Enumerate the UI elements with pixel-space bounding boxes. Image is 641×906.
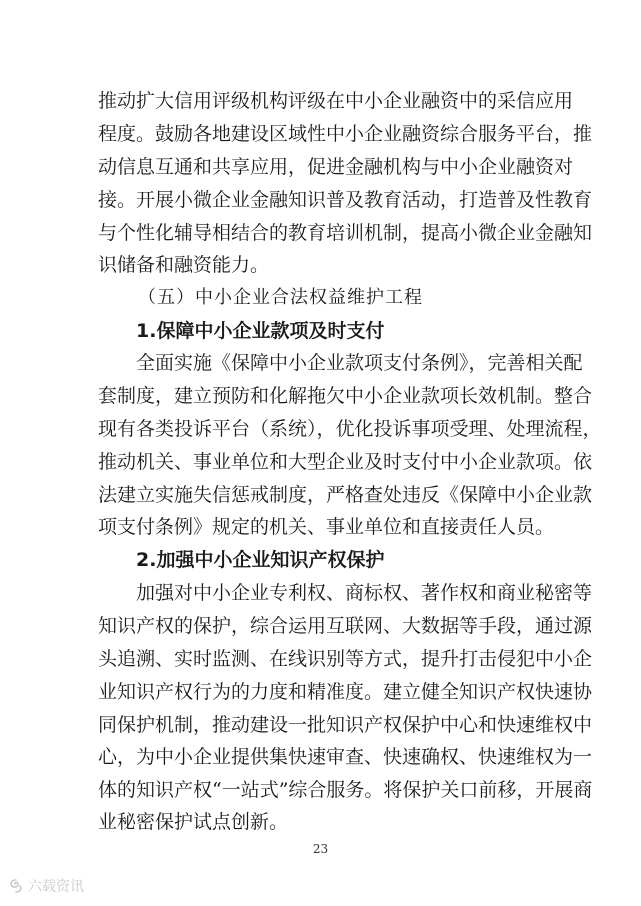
paragraph-line: 业秘密保护试点创新。 [98, 811, 289, 833]
paragraph-line: 动信息互通和共享应用，促进金融机构与中小企业融资对 [98, 156, 574, 178]
subsection-heading: 1.保障中小企业款项及时支付 [136, 320, 385, 342]
watermark-text: 六载资讯 [28, 879, 84, 895]
paragraph-line: 项支付条例》规定的机关、事业单位和直接责任人员。 [98, 516, 555, 538]
paragraph-line: 心，为中小企业提供集快速审查、快速确权、快速维权为一 [98, 746, 593, 768]
paragraph-line: 推动机关、事业单位和大型企业及时支付中小企业款项。依 [98, 451, 593, 473]
page-number: 23 [312, 842, 329, 856]
paragraph-line: 程度。鼓励各地建设区域性中小企业融资综合服务平台，推 [98, 123, 593, 145]
paragraph-line: 知识产权的保护，综合运用互联网、大数据等手段，通过源 [98, 615, 593, 637]
paragraph-line: 加强对中小企业专利权、商标权、著作权和商业秘密等 [136, 582, 593, 604]
paragraph-line: 现有各类投诉平台（系统），优化投诉事项受理、处理流程， [98, 418, 602, 440]
paragraph-line: 同保护机制，推动建设一批知识产权保护中心和快速维权中 [98, 714, 593, 736]
paragraph-line: 头追溯、实时监测、在线识别等方式，提升打击侵犯中小企 [98, 648, 593, 670]
paragraph-line: 接。开展小微企业金融知识普及教育活动，打造普及性教育 [98, 189, 593, 211]
paragraph-line: 全面实施《保障中小企业款项支付条例》，完善相关配 [136, 352, 583, 374]
paragraph-line: 体的知识产权“一站式”综合服务。将保护关口前移，开展商 [98, 779, 593, 801]
paragraph-line: 识储备和融资能力。 [98, 254, 270, 276]
paragraph-line: 套制度，建立预防和化解拖欠中小企业款项长效机制。整合 [98, 385, 593, 407]
swirl-logo-icon [8, 878, 24, 894]
watermark [8, 876, 84, 896]
paragraph-line: 与个性化辅导相结合的教育培训机制，提高小微企业金融知 [98, 222, 593, 244]
paragraph-line: 推动扩大信用评级机构评级在中小企业融资中的采信应用 [98, 90, 574, 112]
paragraph-line: 业知识产权行为的力度和精准度。建立健全知识产权快速协 [98, 681, 593, 703]
subsection-heading: 2.加强中小企业知识产权保护 [136, 549, 385, 571]
paragraph-line: 法建立实施失信惩戒制度，严格查处违反《保障中小企业款 [98, 484, 593, 506]
section-heading: （五）中小企业合法权益维护工程 [138, 287, 423, 308]
